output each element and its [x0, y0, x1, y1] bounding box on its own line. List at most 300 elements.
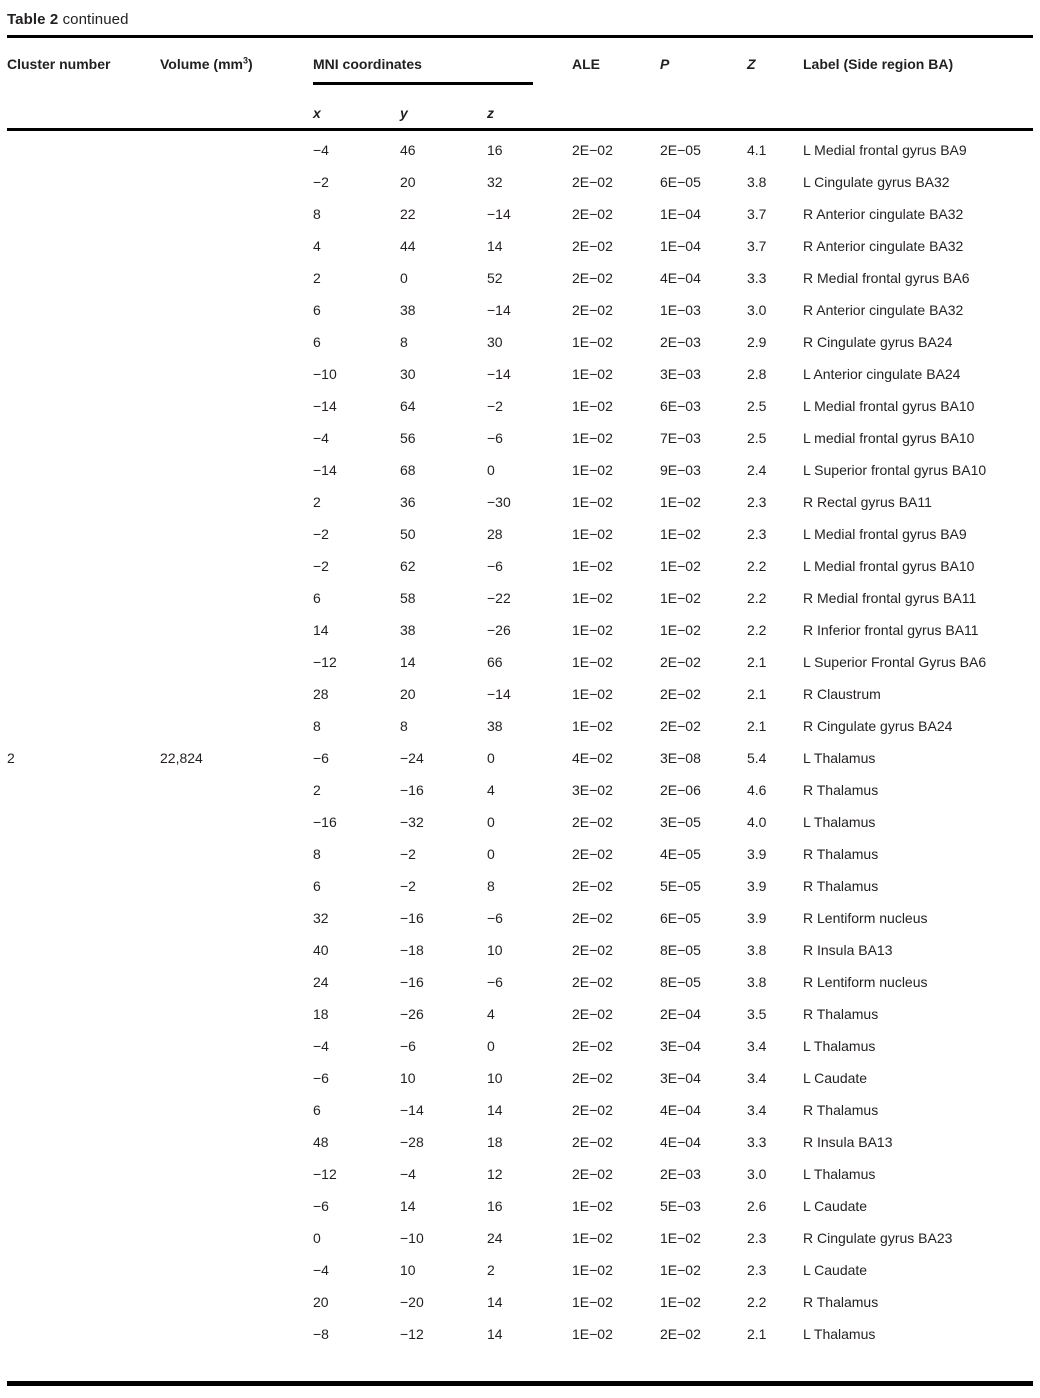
cell-y: 8	[400, 334, 408, 350]
cell-z-score: 2.3	[747, 1262, 767, 1278]
header-ale: ALE	[572, 56, 600, 72]
cell-cluster-number	[7, 518, 160, 550]
cell-y: 14	[400, 654, 416, 670]
cell-x: 6	[313, 334, 321, 350]
table-row	[0, 966, 1040, 998]
cell-volume	[160, 806, 313, 838]
cell-z: 18	[487, 1134, 503, 1150]
cell-volume	[160, 198, 313, 230]
cell-label: R Claustrum	[803, 686, 881, 702]
cell-cluster-number	[7, 230, 160, 262]
cell-label: R Anterior cingulate BA32	[803, 238, 964, 254]
cell-p: 3E−04	[660, 1070, 701, 1086]
cell-z-score: 3.4	[747, 1070, 767, 1086]
bottom-rule	[7, 1381, 1033, 1386]
table-row	[0, 230, 1040, 262]
cell-label: R Cingulate gyrus BA24	[803, 334, 953, 350]
cell-x: 40	[313, 942, 329, 958]
cell-cluster-number	[7, 1062, 160, 1094]
header-volume-prefix: Volume (mm	[160, 56, 243, 72]
cell-x: −4	[313, 142, 329, 158]
cell-p: 3E−05	[660, 814, 701, 830]
table-row	[0, 454, 1040, 486]
cell-z: 14	[487, 1326, 503, 1342]
cell-p: 1E−04	[660, 206, 701, 222]
cell-ale: 4E−02	[572, 750, 613, 766]
cell-volume	[160, 774, 313, 806]
subheader-y: y	[400, 105, 408, 121]
cell-cluster-number	[7, 1254, 160, 1286]
cell-x: 48	[313, 1134, 329, 1150]
table-row	[0, 742, 1040, 774]
cell-x: −10	[313, 366, 337, 382]
cell-ale: 2E−02	[572, 1070, 613, 1086]
cell-label: R Thalamus	[803, 1294, 879, 1310]
cell-cluster-number	[7, 134, 160, 166]
cell-x: 4	[313, 238, 321, 254]
cell-z: 52	[487, 270, 503, 286]
cell-ale: 2E−02	[572, 302, 613, 318]
cell-label: L Medial frontal gyrus BA10	[803, 558, 975, 574]
cell-cluster-number	[7, 390, 160, 422]
cell-label: L Cingulate gyrus BA32	[803, 174, 950, 190]
cell-z: 0	[487, 814, 495, 830]
cell-z-score: 3.5	[747, 1006, 767, 1022]
cell-z: −22	[487, 590, 511, 606]
cell-z-score: 2.3	[747, 526, 767, 542]
cell-cluster-number	[7, 870, 160, 902]
cell-volume	[160, 1190, 313, 1222]
cell-x: −6	[313, 1070, 329, 1086]
cell-x: −12	[313, 1166, 337, 1182]
cell-x: 6	[313, 878, 321, 894]
cell-p: 3E−04	[660, 1038, 701, 1054]
cell-x: −4	[313, 430, 329, 446]
cell-cluster-number	[7, 998, 160, 1030]
table-row	[0, 1126, 1040, 1158]
cell-label: L Thalamus	[803, 750, 876, 766]
cell-p: 5E−03	[660, 1198, 701, 1214]
cell-y: 10	[400, 1070, 416, 1086]
cell-z-score: 2.3	[747, 494, 767, 510]
cell-y: 22	[400, 206, 416, 222]
cell-p: 1E−04	[660, 238, 701, 254]
cell-x: −16	[313, 814, 337, 830]
cell-x: 18	[313, 1006, 329, 1022]
table-row	[0, 1254, 1040, 1286]
cell-z-score: 3.0	[747, 1166, 767, 1182]
cell-z: 16	[487, 1198, 503, 1214]
cell-z: 2	[487, 1262, 495, 1278]
cell-ale: 1E−02	[572, 558, 613, 574]
table-row	[0, 710, 1040, 742]
cell-volume: 22,824	[160, 750, 203, 766]
cell-z: 16	[487, 142, 503, 158]
cell-z-score: 3.9	[747, 910, 767, 926]
cell-y: −18	[400, 942, 424, 958]
cell-p: 1E−02	[660, 1294, 701, 1310]
cell-z-score: 3.8	[747, 174, 767, 190]
cell-label: L Caudate	[803, 1198, 868, 1214]
cell-cluster-number	[7, 934, 160, 966]
cell-label: L Medial frontal gyrus BA10	[803, 398, 975, 414]
cell-label: L Thalamus	[803, 1166, 876, 1182]
cell-ale: 2E−02	[572, 270, 613, 286]
cell-ale: 1E−02	[572, 1326, 613, 1342]
header-label: Label (Side region BA)	[803, 56, 954, 72]
cell-y: −28	[400, 1134, 424, 1150]
cell-z: 38	[487, 718, 503, 734]
cell-cluster-number	[7, 1158, 160, 1190]
table-row	[0, 486, 1040, 518]
cell-p: 4E−04	[660, 270, 701, 286]
cell-y: 0	[400, 270, 408, 286]
cell-x: 0	[313, 1230, 321, 1246]
table-row	[0, 998, 1040, 1030]
cell-z: 0	[487, 750, 495, 766]
cell-z-score: 5.4	[747, 750, 767, 766]
cell-z-score: 2.4	[747, 462, 767, 478]
cell-y: 10	[400, 1262, 416, 1278]
table-row	[0, 1030, 1040, 1062]
cell-volume	[160, 582, 313, 614]
cell-p: 2E−06	[660, 782, 701, 798]
cell-y: 20	[400, 686, 416, 702]
cell-label: L Medial frontal gyrus BA9	[803, 142, 967, 158]
cell-volume	[160, 326, 313, 358]
cell-z-score: 2.8	[747, 366, 767, 382]
cell-y: 68	[400, 462, 416, 478]
cell-y: 44	[400, 238, 416, 254]
cell-label: R Insula BA13	[803, 1134, 893, 1150]
cell-volume	[160, 1254, 313, 1286]
cell-label: L medial frontal gyrus BA10	[803, 430, 975, 446]
cell-x: 24	[313, 974, 329, 990]
cell-z: 28	[487, 526, 503, 542]
cell-ale: 1E−02	[572, 430, 613, 446]
cell-z: 8	[487, 878, 495, 894]
cell-volume	[160, 1318, 313, 1350]
cell-ale: 2E−02	[572, 846, 613, 862]
table-row	[0, 518, 1040, 550]
cell-p: 8E−05	[660, 974, 701, 990]
table-row	[0, 870, 1040, 902]
header-volume-superscript: 3	[242, 55, 248, 66]
header-z: Z	[747, 56, 756, 72]
cell-z-score: 3.8	[747, 942, 767, 958]
cell-cluster-number	[7, 774, 160, 806]
table-body	[0, 134, 1040, 1350]
header-mni-coordinates	[313, 55, 572, 85]
cell-z-score: 2.1	[747, 1326, 767, 1342]
cell-volume	[160, 550, 313, 582]
cell-z-score: 4.6	[747, 782, 767, 798]
cell-x: −14	[313, 398, 337, 414]
cell-volume	[160, 1030, 313, 1062]
cell-cluster-number	[7, 1190, 160, 1222]
cell-volume	[160, 422, 313, 454]
cell-z: 0	[487, 1038, 495, 1054]
cell-p: 1E−02	[660, 1230, 701, 1246]
cell-p: 2E−04	[660, 1006, 701, 1022]
cell-cluster-number	[7, 166, 160, 198]
cell-p: 2E−02	[660, 654, 701, 670]
header-spacer-5	[747, 104, 803, 122]
cell-z: 10	[487, 1070, 503, 1086]
cell-cluster-number: 2	[7, 750, 15, 766]
cell-z-score: 3.7	[747, 238, 767, 254]
cell-x: 6	[313, 302, 321, 318]
table-row	[0, 934, 1040, 966]
cell-volume	[160, 230, 313, 262]
cell-z-score: 2.1	[747, 654, 767, 670]
cell-label: R Thalamus	[803, 878, 879, 894]
table-header-row-2	[0, 104, 1040, 122]
cell-p: 1E−02	[660, 526, 701, 542]
table-row	[0, 390, 1040, 422]
cell-z-score: 2.6	[747, 1198, 767, 1214]
cell-label: R Anterior cingulate BA32	[803, 302, 964, 318]
cell-z: −6	[487, 430, 503, 446]
table-row	[0, 326, 1040, 358]
cell-y: 58	[400, 590, 416, 606]
cell-z: −30	[487, 494, 511, 510]
cell-ale: 2E−02	[572, 1102, 613, 1118]
cell-z-score: 2.5	[747, 430, 767, 446]
table-title-continued: continued	[62, 11, 129, 28]
table-row	[0, 1190, 1040, 1222]
cell-cluster-number	[7, 582, 160, 614]
cell-volume	[160, 1286, 313, 1318]
cell-x: −4	[313, 1262, 329, 1278]
cell-x: −6	[313, 1198, 329, 1214]
cell-p: 1E−03	[660, 302, 701, 318]
cell-ale: 2E−02	[572, 238, 613, 254]
cell-volume	[160, 710, 313, 742]
cell-p: 3E−03	[660, 366, 701, 382]
cell-p: 1E−02	[660, 494, 701, 510]
cell-z: 10	[487, 942, 503, 958]
cell-z-score: 3.8	[747, 974, 767, 990]
table-row	[0, 550, 1040, 582]
cell-z: −6	[487, 558, 503, 574]
cell-z: −14	[487, 206, 511, 222]
cell-z: 32	[487, 174, 503, 190]
cell-label: R Lentiform nucleus	[803, 974, 928, 990]
cell-y: 62	[400, 558, 416, 574]
cell-z: 14	[487, 1102, 503, 1118]
header-p: P	[660, 56, 670, 72]
cell-x: −12	[313, 654, 337, 670]
cell-label: R Cingulate gyrus BA24	[803, 718, 953, 734]
table-row	[0, 1062, 1040, 1094]
cell-y: 64	[400, 398, 416, 414]
cell-label: L Anterior cingulate BA24	[803, 366, 961, 382]
cell-ale: 1E−02	[572, 526, 613, 542]
cell-cluster-number	[7, 1318, 160, 1350]
cell-p: 6E−05	[660, 910, 701, 926]
cell-z: −6	[487, 910, 503, 926]
cell-ale: 1E−02	[572, 494, 613, 510]
cell-volume	[160, 262, 313, 294]
cell-y: 38	[400, 302, 416, 318]
cell-volume	[160, 1222, 313, 1254]
cell-cluster-number	[7, 838, 160, 870]
cell-p: 1E−02	[660, 590, 701, 606]
cell-z: 14	[487, 1294, 503, 1310]
cell-volume	[160, 870, 313, 902]
cell-volume	[160, 646, 313, 678]
cell-z-score: 4.0	[747, 814, 767, 830]
cell-y: −2	[400, 878, 416, 894]
cell-label: R Medial frontal gyrus BA6	[803, 270, 970, 286]
subheader-x: x	[313, 105, 321, 121]
header-volume-suffix: )	[248, 56, 253, 72]
cell-ale: 2E−02	[572, 1134, 613, 1150]
cell-p: 7E−03	[660, 430, 701, 446]
cell-ale: 1E−02	[572, 622, 613, 638]
cell-x: 6	[313, 1102, 321, 1118]
cell-x: −14	[313, 462, 337, 478]
table-row	[0, 678, 1040, 710]
cell-ale: 1E−02	[572, 1262, 613, 1278]
cell-x: 20	[313, 1294, 329, 1310]
cell-x: 2	[313, 270, 321, 286]
cell-p: 2E−03	[660, 334, 701, 350]
table-row	[0, 806, 1040, 838]
cell-x: −6	[313, 750, 329, 766]
cell-x: 14	[313, 622, 329, 638]
cell-ale: 1E−02	[572, 366, 613, 382]
cell-z: 0	[487, 846, 495, 862]
cell-x: −2	[313, 526, 329, 542]
cell-volume	[160, 294, 313, 326]
header-spacer-6	[803, 104, 1032, 122]
cell-cluster-number	[7, 486, 160, 518]
cell-y: −26	[400, 1006, 424, 1022]
table-row	[0, 1222, 1040, 1254]
table-row	[0, 902, 1040, 934]
cell-cluster-number	[7, 422, 160, 454]
cell-cluster-number	[7, 550, 160, 582]
cell-cluster-number	[7, 806, 160, 838]
cell-y: 20	[400, 174, 416, 190]
cell-z: −26	[487, 622, 511, 638]
cell-ale: 2E−02	[572, 142, 613, 158]
cell-volume	[160, 902, 313, 934]
table-row	[0, 262, 1040, 294]
cell-volume	[160, 134, 313, 166]
cell-volume	[160, 454, 313, 486]
cell-label: L Caudate	[803, 1262, 868, 1278]
cell-z-score: 2.1	[747, 718, 767, 734]
cell-p: 8E−05	[660, 942, 701, 958]
cell-label: R Inferior frontal gyrus BA11	[803, 622, 979, 638]
cell-volume	[160, 1094, 313, 1126]
cell-ale: 1E−02	[572, 686, 613, 702]
cell-volume	[160, 390, 313, 422]
cell-ale: 3E−02	[572, 782, 613, 798]
cell-label: R Insula BA13	[803, 942, 893, 958]
header-spacer-1	[7, 104, 160, 122]
cell-ale: 2E−02	[572, 1038, 613, 1054]
cell-p: 2E−02	[660, 686, 701, 702]
cell-p: 1E−02	[660, 622, 701, 638]
cell-label: R Rectal gyrus BA11	[803, 494, 932, 510]
table-row	[0, 1094, 1040, 1126]
cell-volume	[160, 934, 313, 966]
table-row	[0, 614, 1040, 646]
cell-label: L Superior frontal gyrus BA10	[803, 462, 987, 478]
cell-cluster-number	[7, 966, 160, 998]
header-volume	[160, 55, 313, 85]
cell-p: 4E−04	[660, 1102, 701, 1118]
cell-cluster-number	[7, 646, 160, 678]
cell-p: 2E−02	[660, 718, 701, 734]
cell-cluster-number	[7, 678, 160, 710]
cell-ale: 2E−02	[572, 974, 613, 990]
table-row	[0, 198, 1040, 230]
cell-z: 66	[487, 654, 503, 670]
cell-label: R Medial frontal gyrus BA11	[803, 590, 977, 606]
cell-ale: 2E−02	[572, 942, 613, 958]
subheader-z: z	[487, 105, 494, 121]
cell-p: 6E−05	[660, 174, 701, 190]
cell-cluster-number	[7, 902, 160, 934]
cell-x: −2	[313, 558, 329, 574]
cell-y: −16	[400, 974, 424, 990]
cell-label: L Superior Frontal Gyrus BA6	[803, 654, 987, 670]
cell-ale: 1E−02	[572, 462, 613, 478]
cell-ale: 1E−02	[572, 1230, 613, 1246]
cell-volume	[160, 1126, 313, 1158]
cell-x: 32	[313, 910, 329, 926]
cell-label: L Thalamus	[803, 814, 876, 830]
cell-x: 2	[313, 782, 321, 798]
cell-ale: 1E−02	[572, 398, 613, 414]
cell-volume	[160, 678, 313, 710]
table-row	[0, 774, 1040, 806]
cell-label: L Thalamus	[803, 1038, 876, 1054]
cell-ale: 2E−02	[572, 910, 613, 926]
cell-z-score: 3.4	[747, 1102, 767, 1118]
cell-z-score: 2.2	[747, 558, 767, 574]
table-title	[0, 0, 1040, 28]
cell-y: −6	[400, 1038, 416, 1054]
cell-y: −4	[400, 1166, 416, 1182]
cell-z-score: 2.3	[747, 1230, 767, 1246]
cell-z-score: 3.0	[747, 302, 767, 318]
cell-z: 0	[487, 462, 495, 478]
table-row	[0, 358, 1040, 390]
cell-ale: 1E−02	[572, 1198, 613, 1214]
cell-x: 2	[313, 494, 321, 510]
cell-p: 4E−05	[660, 846, 701, 862]
cell-label: R Thalamus	[803, 1102, 879, 1118]
cell-z: 4	[487, 1006, 495, 1022]
cell-y: 36	[400, 494, 416, 510]
cell-y: −20	[400, 1294, 424, 1310]
cell-y: 56	[400, 430, 416, 446]
cell-volume	[160, 486, 313, 518]
cell-ale: 1E−02	[572, 654, 613, 670]
cell-cluster-number	[7, 1222, 160, 1254]
cell-ale: 1E−02	[572, 718, 613, 734]
header-spacer-4	[660, 104, 747, 122]
cell-p: 2E−05	[660, 142, 701, 158]
cell-p: 6E−03	[660, 398, 701, 414]
cell-ale: 1E−02	[572, 590, 613, 606]
